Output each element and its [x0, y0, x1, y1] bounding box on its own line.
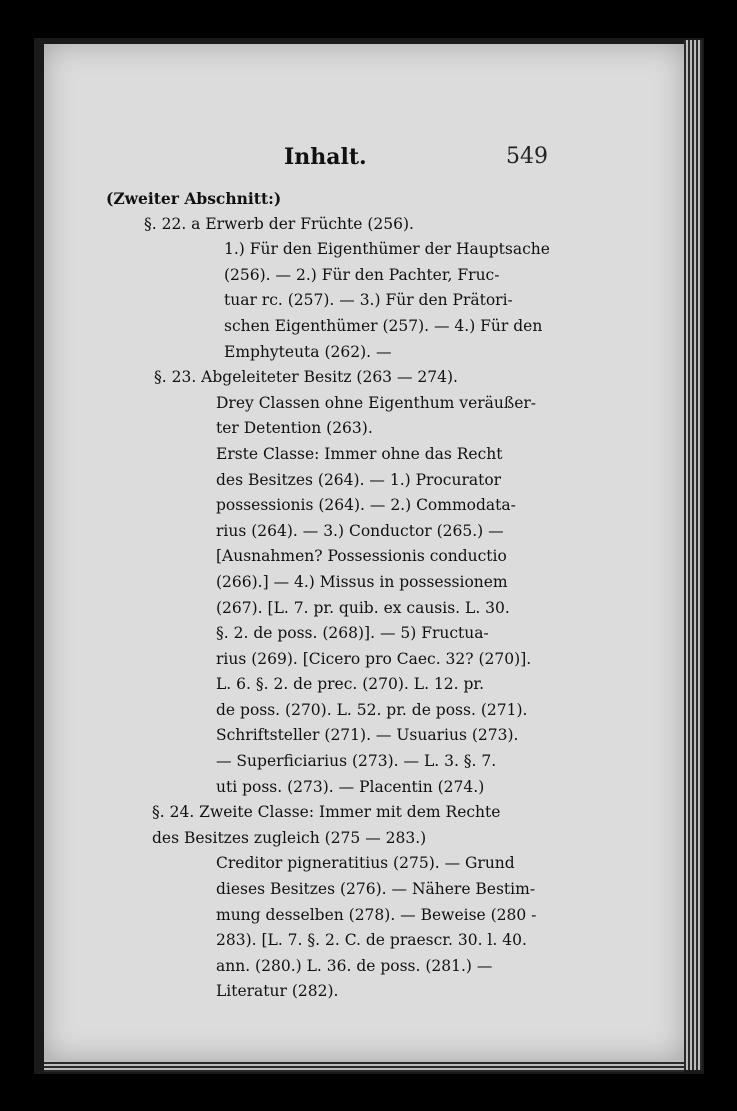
running-header: [44, 144, 684, 184]
book-page: [44, 44, 684, 1060]
toc-line: mung desselben (278). — Beweise (280 -: [216, 905, 537, 924]
toc-line: de poss. (270). L. 52. pr. de poss. (271).: [216, 700, 528, 719]
toc-line: ter Detention (263).: [216, 419, 373, 438]
toc-line: Erste Classe: Immer ohne das Recht: [216, 444, 503, 463]
toc-line: 283). [L. 7. §. 2. C. de praescr. 30. l. 40.: [216, 931, 527, 950]
toc-line: Emphyteuta (262). —: [224, 342, 392, 361]
toc-line: §. 23. Abgeleiteter Besitz (263 — 274).: [154, 368, 458, 387]
toc-line: (267). [L. 7. pr. quib. ex causis. L. 30.: [216, 598, 510, 617]
toc-line: possessionis (264). — 2.) Commodata-: [216, 496, 516, 515]
toc-line: Drey Classen ohne Eigenthum veräußer-: [216, 393, 537, 412]
toc-line: Schriftsteller (271). — Usuarius (273).: [216, 726, 519, 745]
toc-line: ann. (280.) L. 36. de poss. (281.) —: [216, 956, 493, 975]
toc-line: [Ausnahmen? Possessionis conductio: [216, 547, 507, 566]
toc-line: Creditor pigneratitius (275). — Grund: [216, 854, 515, 873]
toc-line: (Zweiter Abschnitt:): [106, 189, 282, 208]
toc-line: — Superficiarius (273). — L. 3. §. 7.: [216, 752, 497, 771]
toc-line: des Besitzes (264). — 1.) Procurator: [216, 470, 502, 489]
page-number: 549: [506, 144, 548, 169]
toc-line: L. 6. §. 2. de prec. (270). L. 12. pr.: [216, 675, 485, 694]
toc-line: uti poss. (273). — Placentin (274.): [216, 777, 485, 796]
toc-line: (266).] — 4.) Missus in possessionem: [216, 572, 508, 591]
toc-line: (256). — 2.) Für den Pachter, Fruc-: [224, 265, 500, 284]
toc-line: dieses Besitzes (276). — Nähere Bestim-: [216, 880, 536, 899]
toc-line: Literatur (282).: [216, 982, 339, 1001]
toc-line: rius (269). [Cicero pro Caec. 32? (270)].: [216, 649, 532, 668]
toc-line: schen Eigenthümer (257). — 4.) Für den: [224, 316, 543, 335]
page-edge-bottom: [44, 1058, 684, 1072]
toc-line: §. 2. de poss. (268)]. — 5) Fructua-: [216, 624, 489, 643]
toc-line: tuar rc. (257). — 3.) Für den Prätori-: [224, 291, 513, 310]
toc-line: rius (264). — 3.) Conductor (265.) —: [216, 521, 504, 540]
page-edge-right: [684, 40, 702, 1070]
toc-line: 1.) Für den Eigenthümer der Hauptsache: [224, 240, 550, 259]
toc-line: §. 24. Zweite Classe: Immer mit dem Rechte: [152, 803, 501, 822]
table-of-contents: [106, 186, 626, 1005]
running-title: Inhalt.: [284, 144, 367, 170]
toc-line: §. 22. a Erwerb der Früchte (256).: [144, 214, 414, 233]
toc-line: des Besitzes zugleich (275 — 283.): [152, 828, 427, 847]
